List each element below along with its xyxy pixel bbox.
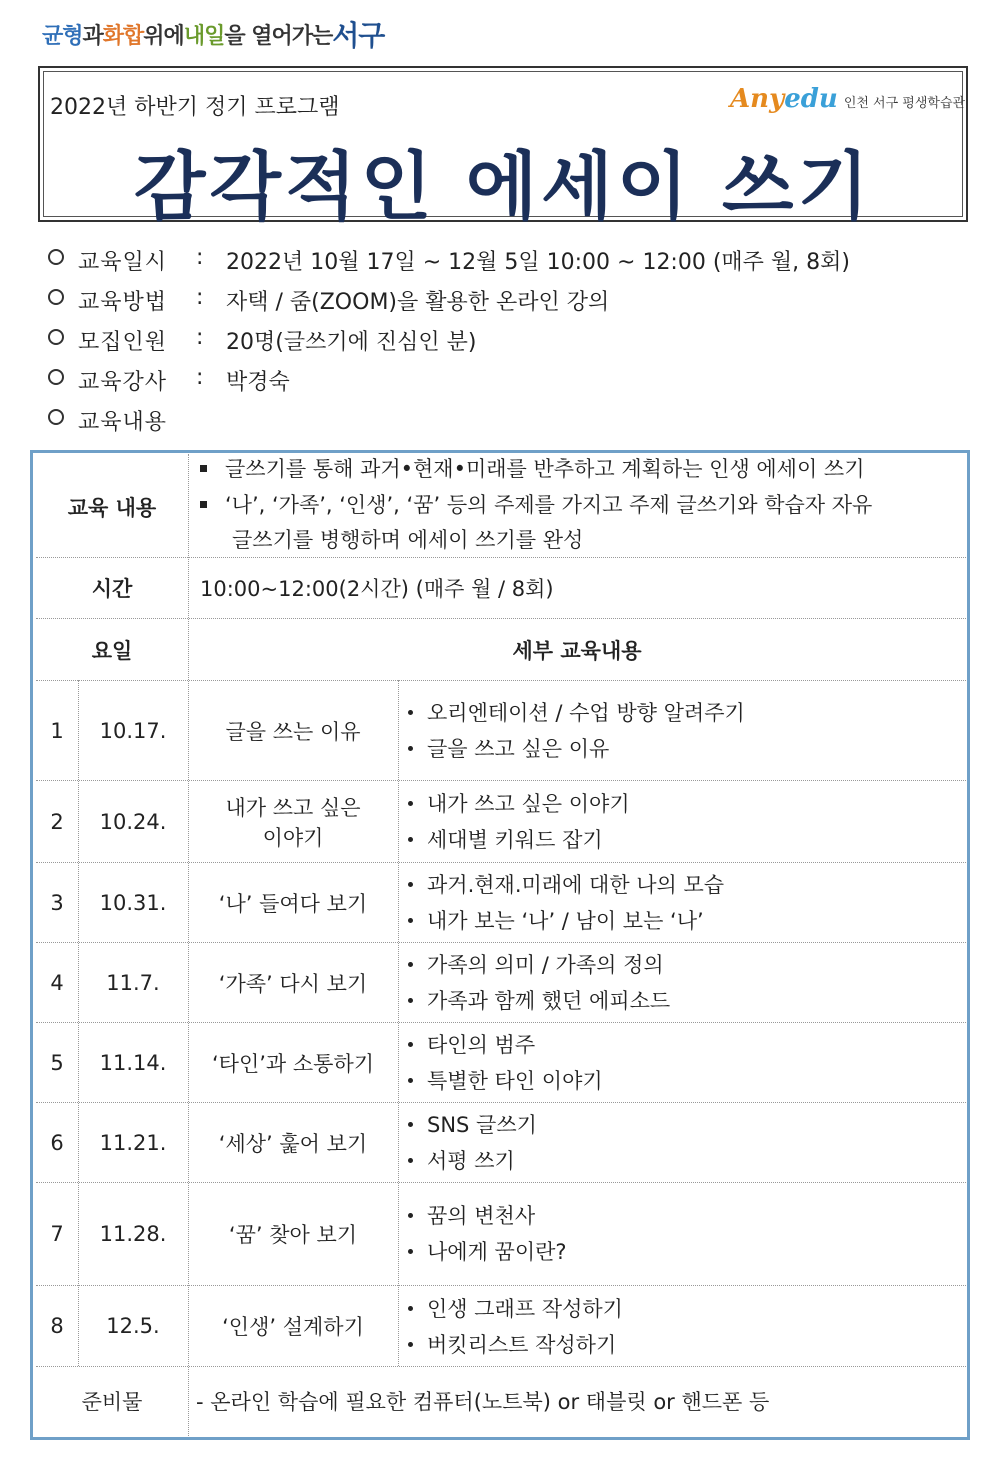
dot-bullet-icon xyxy=(408,746,413,751)
info-value: 자택 / 줌(ZOOM)을 활용한 온라인 강의 xyxy=(226,290,610,315)
info-label: 교육내용 xyxy=(78,410,168,435)
session-no: 6 xyxy=(50,1130,64,1155)
dot-bullet-icon xyxy=(408,710,413,715)
info-label: 모집인원 xyxy=(78,330,168,355)
program-subtitle: 2022년 하반기 정기 프로그램 xyxy=(50,95,340,120)
session-details: SNS 글쓰기 서평 쓰기 xyxy=(408,1106,537,1178)
prep-value: - 온라인 학습에 필요한 컴퓨터(노트북) or 태블릿 or 핸드폰 등 xyxy=(196,1390,770,1414)
session-date: 12.5. xyxy=(106,1314,160,1338)
session-date: 11.21. xyxy=(99,1130,167,1155)
dot-bullet-icon xyxy=(408,1158,413,1163)
time-label: 시간 xyxy=(91,577,133,601)
circle-bullet-icon xyxy=(48,409,64,425)
info-row-instructor: 교육강사 : 박경숙 xyxy=(48,365,290,396)
session-date: 11.14. xyxy=(99,1050,167,1075)
slogan-word-2b: 위에 xyxy=(143,23,184,49)
dot-bullet-icon xyxy=(408,837,413,842)
session-details: 타인의 범주 특별한 타인 이야기 xyxy=(408,1026,603,1098)
square-bullet-icon xyxy=(200,501,207,508)
slogan-word-3: 내일 xyxy=(183,23,225,49)
info-row-date: 교육일시 : 2022년 10월 17일 ~ 12월 5일 10:00 ~ 12:00 (매주 월, 8회) xyxy=(48,245,850,276)
logo-edu: edu xyxy=(784,84,838,114)
session-topic: ‘나’ 들여다 보기 xyxy=(218,891,368,916)
dot-bullet-icon xyxy=(408,1213,413,1218)
session-no: 1 xyxy=(50,718,64,743)
time-value: 10:00~12:00(2시간) (매주 월 / 8회) xyxy=(200,577,554,601)
info-value: 박경숙 xyxy=(226,370,290,395)
slogan-word-5: 서구 xyxy=(332,19,385,52)
session-topic: ‘가족’ 다시 보기 xyxy=(218,971,368,996)
dot-bullet-icon xyxy=(408,1342,413,1347)
session-no: 3 xyxy=(50,890,64,915)
session-details: 가족의 의미 / 가족의 정의 가족과 함께 했던 에피소드 xyxy=(408,946,670,1018)
circle-bullet-icon xyxy=(48,329,64,345)
session-details: 과거.현재.미래에 대한 나의 모습 내가 보는 ‘나’ / 남이 보는 ‘나’ xyxy=(408,866,724,938)
prep-label: 준비물 xyxy=(81,1390,143,1414)
slogan-word-2: 화합 xyxy=(102,23,144,49)
dot-bullet-icon xyxy=(408,998,413,1003)
dot-bullet-icon xyxy=(408,1122,413,1127)
logo-any: Any xyxy=(730,84,785,114)
dot-bullet-icon xyxy=(408,962,413,967)
slogan xyxy=(42,14,384,54)
session-date: 10.31. xyxy=(99,890,167,915)
square-bullet-icon xyxy=(200,465,207,472)
session-no: 4 xyxy=(50,970,64,995)
anyedu-logo xyxy=(730,84,965,114)
circle-bullet-icon xyxy=(48,249,64,265)
info-row-capacity: 모집인원 : 20명(글쓰기에 진심인 분) xyxy=(48,325,476,356)
circle-bullet-icon xyxy=(48,369,64,385)
session-date: 11.7. xyxy=(106,970,160,995)
dot-bullet-icon xyxy=(408,801,413,806)
info-label: 교육방법 xyxy=(78,290,168,315)
session-date: 10.24. xyxy=(99,809,167,834)
content-line-2: ‘나’, ‘가족’, ‘인생’, ‘꿈’ 등의 주제를 가지고 주제 글쓰기와 학습자 자유 xyxy=(200,488,872,520)
dot-bullet-icon xyxy=(408,1078,413,1083)
session-date: 10.17. xyxy=(99,718,167,743)
circle-bullet-icon xyxy=(48,289,64,305)
info-value: 2022년 10월 17일 ~ 12월 5일 10:00 ~ 12:00 (매주 월, 8회) xyxy=(226,250,850,275)
content-label: 교육 내용 xyxy=(67,496,157,520)
slogan-word-1: 균형 xyxy=(42,23,83,49)
info-label: 교육일시 xyxy=(78,250,168,275)
session-details: 오리엔테이션 / 수업 방향 알려주기 글을 쓰고 싶은 이유 xyxy=(408,694,745,766)
dot-bullet-icon xyxy=(408,1306,413,1311)
content-line-1: 글쓰기를 통해 과거•현재•미래를 반추하고 계획하는 인생 에세이 쓰기 xyxy=(200,452,865,484)
session-no: 7 xyxy=(50,1222,64,1246)
session-topic: 내가 쓰고 싶은 이야기 xyxy=(225,795,361,850)
dot-bullet-icon xyxy=(408,1249,413,1254)
session-no: 8 xyxy=(50,1314,64,1338)
logo-org: 인천 서구 평생학습관 xyxy=(843,96,966,111)
dot-bullet-icon xyxy=(408,1042,413,1047)
session-topic: ‘꿈’ 찾아 보기 xyxy=(228,1223,358,1247)
session-topic: 글을 쓰는 이유 xyxy=(225,719,361,744)
session-topic: ‘타인’과 소통하기 xyxy=(211,1051,375,1076)
info-row-method: 교육방법 : 자택 / 줌(ZOOM)을 활용한 온라인 강의 xyxy=(48,285,609,316)
info-label: 교육강사 xyxy=(78,370,168,395)
session-topic: ‘세상’ 훑어 보기 xyxy=(218,1131,368,1156)
session-no: 5 xyxy=(50,1050,64,1075)
slogan-word-1b: 과 xyxy=(82,23,103,49)
info-row-content xyxy=(48,405,196,436)
session-topic: ‘인생’ 설계하기 xyxy=(222,1315,364,1339)
content-line-3: 글쓰기를 병행하며 에세이 쓰기를 완성 xyxy=(232,528,584,552)
session-details: 내가 쓰고 싶은 이야기 세대별 키워드 잡기 xyxy=(408,785,630,857)
dot-bullet-icon xyxy=(408,918,413,923)
dot-bullet-icon xyxy=(408,882,413,887)
session-details: 인생 그래프 작성하기 버킷리스트 작성하기 xyxy=(408,1290,623,1362)
session-details: 꿈의 변천사 나에게 꿈이란? xyxy=(408,1197,567,1269)
slogan-word-3b: 을 열어가는 xyxy=(224,23,333,49)
day-label: 요일 xyxy=(91,638,133,663)
session-no: 2 xyxy=(50,809,64,834)
main-title: 감각적인 에세이 쓰기 xyxy=(134,144,873,230)
info-value: 20명(글쓰기에 진심인 분) xyxy=(226,330,477,355)
session-date: 11.28. xyxy=(99,1222,167,1246)
detail-label: 세부 교육내용 xyxy=(512,638,642,663)
